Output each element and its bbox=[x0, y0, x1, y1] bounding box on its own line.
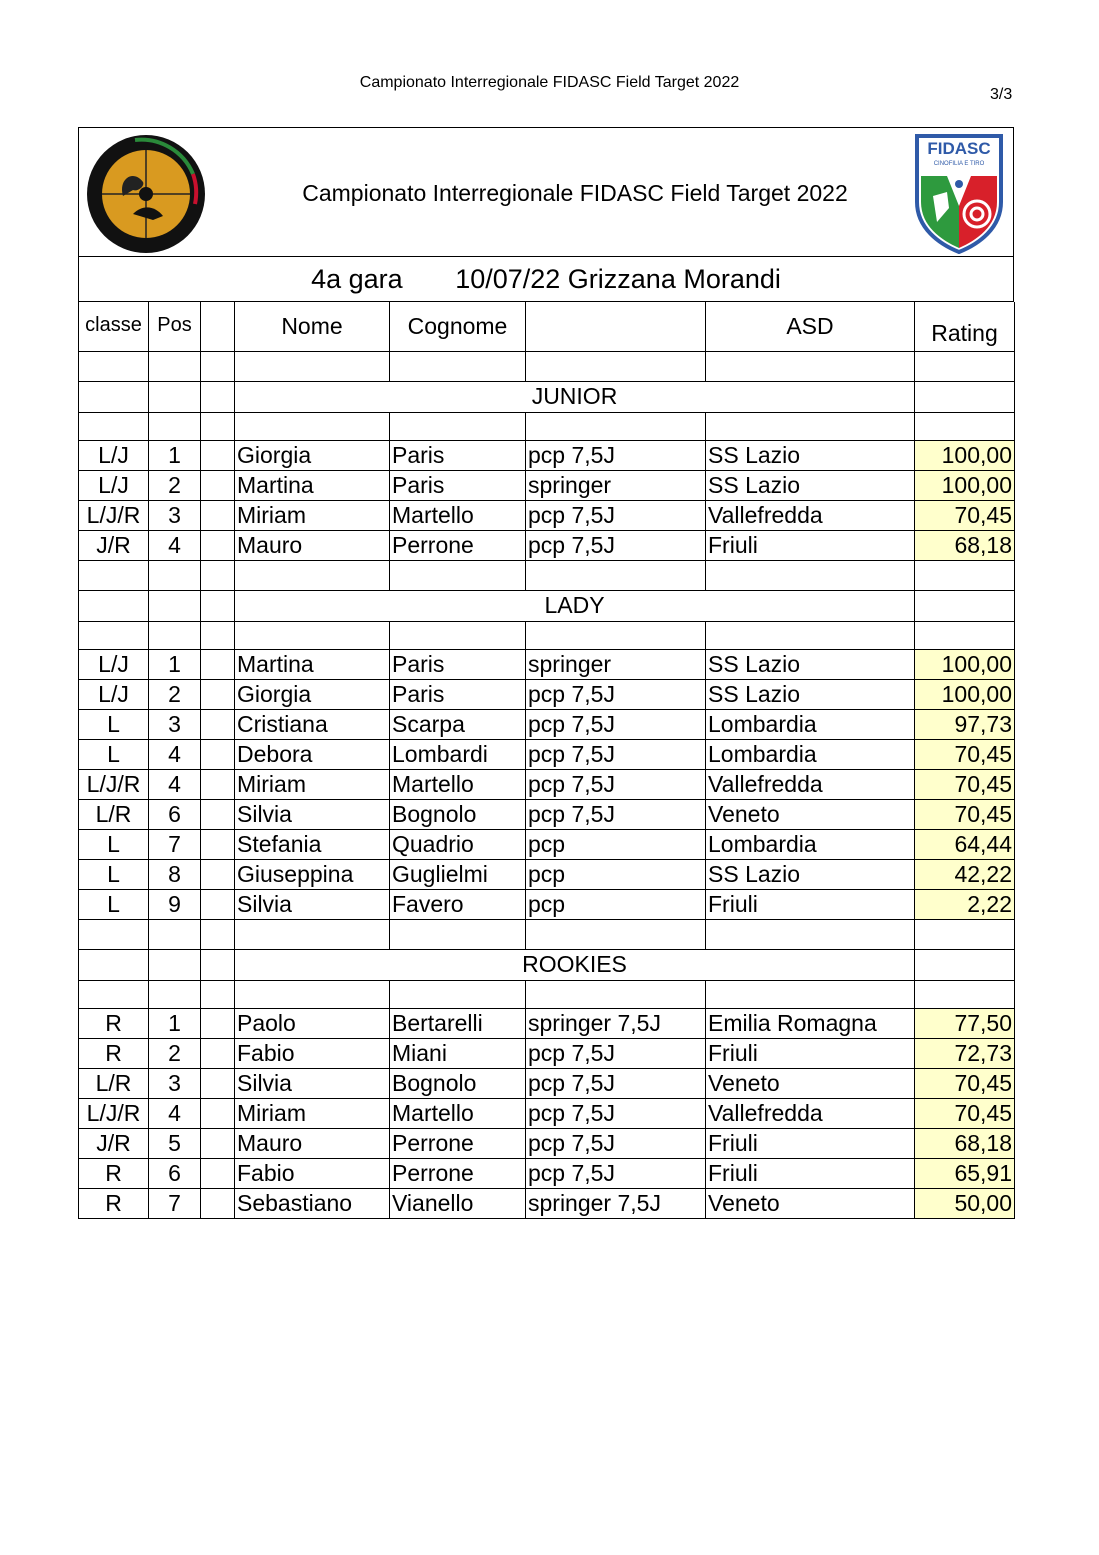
empty-cell bbox=[201, 1158, 235, 1188]
first-name-cell: Giorgia bbox=[235, 679, 390, 709]
empty-cell bbox=[149, 590, 201, 621]
empty-cell bbox=[235, 621, 390, 649]
position-cell: 1 bbox=[149, 440, 201, 470]
empty-cell bbox=[79, 980, 149, 1008]
spacer-row bbox=[79, 351, 1015, 381]
spacer-row bbox=[79, 980, 1015, 1008]
weapon-cell: pcp 7,5J bbox=[526, 799, 706, 829]
classe-cell: L/R bbox=[79, 799, 149, 829]
club-cell: Veneto bbox=[706, 1188, 915, 1218]
classe-cell: L/J/R bbox=[79, 1098, 149, 1128]
weapon-cell: pcp 7,5J bbox=[526, 1098, 706, 1128]
section-row-junior bbox=[79, 381, 1015, 412]
empty-cell bbox=[201, 1188, 235, 1218]
empty-cell bbox=[149, 381, 201, 412]
weapon-cell: pcp 7,5J bbox=[526, 709, 706, 739]
result-row bbox=[79, 799, 1015, 829]
rating-cell: 100,00 bbox=[915, 470, 1015, 500]
classe-cell: L/J/R bbox=[79, 500, 149, 530]
classe-cell: L/J/R bbox=[79, 769, 149, 799]
club-cell: Lombardia bbox=[706, 829, 915, 859]
results-table bbox=[78, 302, 1015, 1219]
empty-cell bbox=[526, 412, 706, 440]
classe-cell: J/R bbox=[79, 530, 149, 560]
page-title: Campionato Interregionale FIDASC Field Target 2022 bbox=[302, 180, 848, 206]
empty-cell bbox=[201, 470, 235, 500]
col-arma bbox=[526, 302, 706, 351]
empty-cell bbox=[201, 739, 235, 769]
club-cell: SS Lazio bbox=[706, 649, 915, 679]
spacer-row bbox=[79, 621, 1015, 649]
empty-cell bbox=[149, 919, 201, 949]
position-cell: 4 bbox=[149, 530, 201, 560]
page-header: Campionato Interregionale FIDASC Field Target 2022 bbox=[359, 74, 740, 91]
empty-cell bbox=[201, 500, 235, 530]
classe-cell: L/J bbox=[79, 440, 149, 470]
empty-cell bbox=[79, 560, 149, 590]
empty-cell bbox=[390, 351, 526, 381]
empty-cell bbox=[201, 799, 235, 829]
club-cell: Vallefredda bbox=[706, 769, 915, 799]
empty-cell bbox=[390, 621, 526, 649]
empty-cell bbox=[390, 560, 526, 590]
result-row bbox=[79, 739, 1015, 769]
empty-cell bbox=[201, 949, 235, 980]
rating-cell: 70,45 bbox=[915, 1068, 1015, 1098]
weapon-cell: pcp bbox=[526, 859, 706, 889]
empty-cell bbox=[201, 709, 235, 739]
first-name-cell: Fabio bbox=[235, 1038, 390, 1068]
weapon-cell: springer 7,5J bbox=[526, 1008, 706, 1038]
club-cell: SS Lazio bbox=[706, 679, 915, 709]
empty-cell bbox=[235, 351, 390, 381]
empty-cell bbox=[149, 949, 201, 980]
empty-cell bbox=[201, 412, 235, 440]
empty-cell bbox=[706, 980, 915, 1008]
result-row bbox=[79, 440, 1015, 470]
empty-cell bbox=[201, 440, 235, 470]
position-cell: 3 bbox=[149, 1068, 201, 1098]
club-cell: Vallefredda bbox=[706, 500, 915, 530]
classe-cell: J/R bbox=[79, 1128, 149, 1158]
results-sheet bbox=[78, 127, 1014, 1219]
first-name-cell: Stefania bbox=[235, 829, 390, 859]
weapon-cell: springer bbox=[526, 470, 706, 500]
col-asd: ASD bbox=[706, 302, 915, 351]
empty-cell bbox=[915, 919, 1015, 949]
empty-cell bbox=[235, 412, 390, 440]
position-cell: 6 bbox=[149, 1158, 201, 1188]
weapon-cell: pcp 7,5J bbox=[526, 530, 706, 560]
empty-cell bbox=[390, 412, 526, 440]
header-row bbox=[79, 302, 1015, 351]
weapon-cell: pcp 7,5J bbox=[526, 679, 706, 709]
classe-cell: L bbox=[79, 829, 149, 859]
col-empty bbox=[201, 302, 235, 351]
rating-cell: 100,00 bbox=[915, 649, 1015, 679]
spacer-row bbox=[79, 919, 1015, 949]
club-cell: SS Lazio bbox=[706, 859, 915, 889]
position-cell: 5 bbox=[149, 1128, 201, 1158]
empty-cell bbox=[201, 621, 235, 649]
position-cell: 2 bbox=[149, 1038, 201, 1068]
weapon-cell: pcp 7,5J bbox=[526, 769, 706, 799]
last-name-cell: Guglielmi bbox=[390, 859, 526, 889]
first-name-cell: Silvia bbox=[235, 889, 390, 919]
empty-cell bbox=[79, 412, 149, 440]
empty-cell bbox=[201, 679, 235, 709]
empty-cell bbox=[79, 949, 149, 980]
result-row bbox=[79, 1068, 1015, 1098]
position-cell: 8 bbox=[149, 859, 201, 889]
empty-cell bbox=[526, 980, 706, 1008]
rating-cell: 70,45 bbox=[915, 1098, 1015, 1128]
field-target-emilia-romagna-logo bbox=[83, 134, 209, 254]
result-row bbox=[79, 1188, 1015, 1218]
empty-cell bbox=[79, 590, 149, 621]
section-title-rookies: ROOKIES bbox=[235, 949, 915, 980]
empty-cell bbox=[149, 980, 201, 1008]
result-row bbox=[79, 829, 1015, 859]
position-cell: 1 bbox=[149, 1008, 201, 1038]
last-name-cell: Paris bbox=[390, 470, 526, 500]
last-name-cell: Miani bbox=[390, 1038, 526, 1068]
classe-cell: L/R bbox=[79, 1068, 149, 1098]
position-cell: 1 bbox=[149, 649, 201, 679]
first-name-cell: Fabio bbox=[235, 1158, 390, 1188]
result-row bbox=[79, 889, 1015, 919]
rating-cell: 50,00 bbox=[915, 1188, 1015, 1218]
last-name-cell: Martello bbox=[390, 769, 526, 799]
empty-cell bbox=[201, 560, 235, 590]
spacer-row bbox=[79, 560, 1015, 590]
empty-cell bbox=[235, 919, 390, 949]
classe-cell: R bbox=[79, 1188, 149, 1218]
empty-cell bbox=[201, 1098, 235, 1128]
weapon-cell: pcp bbox=[526, 889, 706, 919]
first-name-cell: Cristiana bbox=[235, 709, 390, 739]
first-name-cell: Mauro bbox=[235, 530, 390, 560]
weapon-cell: pcp 7,5J bbox=[526, 500, 706, 530]
empty-cell bbox=[526, 919, 706, 949]
first-name-cell: Miriam bbox=[235, 1098, 390, 1128]
empty-cell bbox=[706, 560, 915, 590]
empty-cell bbox=[201, 381, 235, 412]
empty-cell bbox=[201, 889, 235, 919]
weapon-cell: pcp 7,5J bbox=[526, 440, 706, 470]
spacer-row bbox=[79, 412, 1015, 440]
section-row-rookies bbox=[79, 949, 1015, 980]
weapon-cell: pcp bbox=[526, 829, 706, 859]
last-name-cell: Paris bbox=[390, 649, 526, 679]
weapon-cell: pcp 7,5J bbox=[526, 1128, 706, 1158]
result-row bbox=[79, 649, 1015, 679]
rating-cell: 68,18 bbox=[915, 1128, 1015, 1158]
col-pos: Pos bbox=[149, 302, 201, 351]
last-name-cell: Perrone bbox=[390, 1158, 526, 1188]
weapon-cell: springer bbox=[526, 649, 706, 679]
classe-cell: R bbox=[79, 1158, 149, 1188]
svg-text:FIDASC: FIDASC bbox=[927, 139, 991, 158]
fidasc-logo bbox=[913, 132, 1005, 254]
empty-cell bbox=[201, 1128, 235, 1158]
classe-cell: L bbox=[79, 709, 149, 739]
col-cognome: Cognome bbox=[390, 302, 526, 351]
last-name-cell: Quadrio bbox=[390, 829, 526, 859]
section-title-lady: LADY bbox=[235, 590, 915, 621]
first-name-cell: Martina bbox=[235, 649, 390, 679]
col-classe: classe bbox=[79, 302, 149, 351]
empty-cell bbox=[201, 649, 235, 679]
last-name-cell: Vianello bbox=[390, 1188, 526, 1218]
last-name-cell: Paris bbox=[390, 440, 526, 470]
empty-cell bbox=[201, 351, 235, 381]
first-name-cell: Mauro bbox=[235, 1128, 390, 1158]
classe-cell: R bbox=[79, 1038, 149, 1068]
col-rating: Rating bbox=[915, 302, 1015, 351]
position-cell: 2 bbox=[149, 679, 201, 709]
rating-cell: 100,00 bbox=[915, 679, 1015, 709]
empty-cell bbox=[201, 829, 235, 859]
weapon-cell: pcp 7,5J bbox=[526, 1038, 706, 1068]
empty-cell bbox=[390, 919, 526, 949]
classe-cell: L bbox=[79, 889, 149, 919]
weapon-cell: pcp 7,5J bbox=[526, 739, 706, 769]
club-cell: Friuli bbox=[706, 1158, 915, 1188]
result-row bbox=[79, 1038, 1015, 1068]
rating-cell: 64,44 bbox=[915, 829, 1015, 859]
empty-cell bbox=[915, 351, 1015, 381]
first-name-cell: Silvia bbox=[235, 799, 390, 829]
col-nome: Nome bbox=[235, 302, 390, 351]
result-row bbox=[79, 679, 1015, 709]
empty-cell bbox=[201, 1038, 235, 1068]
empty-cell bbox=[79, 351, 149, 381]
empty-cell bbox=[79, 381, 149, 412]
last-name-cell: Perrone bbox=[390, 530, 526, 560]
position-cell: 3 bbox=[149, 500, 201, 530]
page-number: 3/3 bbox=[990, 86, 1013, 103]
club-cell: Emilia Romagna bbox=[706, 1008, 915, 1038]
rating-cell: 70,45 bbox=[915, 739, 1015, 769]
rating-cell: 2,22 bbox=[915, 889, 1015, 919]
empty-cell bbox=[915, 412, 1015, 440]
empty-cell bbox=[201, 919, 235, 949]
empty-cell bbox=[201, 980, 235, 1008]
result-row bbox=[79, 769, 1015, 799]
last-name-cell: Paris bbox=[390, 679, 526, 709]
rating-cell: 70,45 bbox=[915, 500, 1015, 530]
first-name-cell: Debora bbox=[235, 739, 390, 769]
empty-cell bbox=[79, 621, 149, 649]
empty-cell bbox=[149, 351, 201, 381]
last-name-cell: Perrone bbox=[390, 1128, 526, 1158]
weapon-cell: springer 7,5J bbox=[526, 1188, 706, 1218]
position-cell: 7 bbox=[149, 1188, 201, 1218]
result-row bbox=[79, 500, 1015, 530]
empty-cell bbox=[706, 919, 915, 949]
empty-cell bbox=[526, 621, 706, 649]
empty-cell bbox=[526, 351, 706, 381]
empty-cell bbox=[235, 560, 390, 590]
empty-cell bbox=[149, 560, 201, 590]
first-name-cell: Giorgia bbox=[235, 440, 390, 470]
position-cell: 3 bbox=[149, 709, 201, 739]
result-row bbox=[79, 530, 1015, 560]
empty-cell bbox=[79, 919, 149, 949]
empty-cell bbox=[201, 769, 235, 799]
title-box bbox=[78, 127, 1014, 257]
club-cell: Friuli bbox=[706, 1128, 915, 1158]
position-cell: 2 bbox=[149, 470, 201, 500]
empty-cell bbox=[706, 412, 915, 440]
result-row bbox=[79, 859, 1015, 889]
first-name-cell: Paolo bbox=[235, 1008, 390, 1038]
position-cell: 4 bbox=[149, 739, 201, 769]
rating-cell: 42,22 bbox=[915, 859, 1015, 889]
empty-cell bbox=[915, 381, 1015, 412]
club-cell: Veneto bbox=[706, 1068, 915, 1098]
rating-cell: 97,73 bbox=[915, 709, 1015, 739]
club-cell: Friuli bbox=[706, 1038, 915, 1068]
result-row bbox=[79, 1128, 1015, 1158]
last-name-cell: Bognolo bbox=[390, 1068, 526, 1098]
empty-cell bbox=[201, 1008, 235, 1038]
result-row bbox=[79, 1158, 1015, 1188]
classe-cell: L/J bbox=[79, 679, 149, 709]
club-cell: Friuli bbox=[706, 530, 915, 560]
first-name-cell: Miriam bbox=[235, 769, 390, 799]
svg-text:CINOFILIA E TIRO: CINOFILIA E TIRO bbox=[933, 161, 985, 167]
empty-cell bbox=[526, 560, 706, 590]
section-title-junior: JUNIOR bbox=[235, 381, 915, 412]
section-row-lady bbox=[79, 590, 1015, 621]
rating-cell: 65,91 bbox=[915, 1158, 1015, 1188]
club-cell: SS Lazio bbox=[706, 440, 915, 470]
last-name-cell: Favero bbox=[390, 889, 526, 919]
empty-cell bbox=[201, 1068, 235, 1098]
empty-cell bbox=[201, 590, 235, 621]
empty-cell bbox=[915, 949, 1015, 980]
position-cell: 7 bbox=[149, 829, 201, 859]
club-cell: Lombardia bbox=[706, 739, 915, 769]
empty-cell bbox=[201, 859, 235, 889]
empty-cell bbox=[235, 980, 390, 1008]
classe-cell: L bbox=[79, 859, 149, 889]
empty-cell bbox=[915, 590, 1015, 621]
position-cell: 4 bbox=[149, 1098, 201, 1128]
rating-cell: 70,45 bbox=[915, 799, 1015, 829]
rating-cell: 72,73 bbox=[915, 1038, 1015, 1068]
last-name-cell: Lombardi bbox=[390, 739, 526, 769]
first-name-cell: Martina bbox=[235, 470, 390, 500]
empty-cell bbox=[706, 621, 915, 649]
result-row bbox=[79, 470, 1015, 500]
weapon-cell: pcp 7,5J bbox=[526, 1158, 706, 1188]
club-cell: SS Lazio bbox=[706, 470, 915, 500]
race-info: 4a gara 10/07/22 Grizzana Morandi bbox=[78, 257, 1014, 302]
first-name-cell: Silvia bbox=[235, 1068, 390, 1098]
result-row bbox=[79, 1098, 1015, 1128]
position-cell: 6 bbox=[149, 799, 201, 829]
empty-cell bbox=[706, 351, 915, 381]
club-cell: Vallefredda bbox=[706, 1098, 915, 1128]
last-name-cell: Bertarelli bbox=[390, 1008, 526, 1038]
club-cell: Veneto bbox=[706, 799, 915, 829]
last-name-cell: Martello bbox=[390, 500, 526, 530]
last-name-cell: Martello bbox=[390, 1098, 526, 1128]
rating-cell: 77,50 bbox=[915, 1008, 1015, 1038]
classe-cell: L/J bbox=[79, 649, 149, 679]
classe-cell: L bbox=[79, 739, 149, 769]
club-cell: Friuli bbox=[706, 889, 915, 919]
club-cell: Lombardia bbox=[706, 709, 915, 739]
classe-cell: R bbox=[79, 1008, 149, 1038]
first-name-cell: Miriam bbox=[235, 500, 390, 530]
empty-cell bbox=[390, 980, 526, 1008]
empty-cell bbox=[915, 560, 1015, 590]
rating-cell: 68,18 bbox=[915, 530, 1015, 560]
last-name-cell: Scarpa bbox=[390, 709, 526, 739]
empty-cell bbox=[915, 621, 1015, 649]
empty-cell bbox=[915, 980, 1015, 1008]
position-cell: 4 bbox=[149, 769, 201, 799]
position-cell: 9 bbox=[149, 889, 201, 919]
result-row bbox=[79, 709, 1015, 739]
result-row bbox=[79, 1008, 1015, 1038]
weapon-cell: pcp 7,5J bbox=[526, 1068, 706, 1098]
empty-cell bbox=[201, 530, 235, 560]
classe-cell: L/J bbox=[79, 470, 149, 500]
rating-cell: 100,00 bbox=[915, 440, 1015, 470]
last-name-cell: Bognolo bbox=[390, 799, 526, 829]
results-body bbox=[79, 351, 1015, 1218]
empty-cell bbox=[149, 412, 201, 440]
rating-cell: 70,45 bbox=[915, 769, 1015, 799]
empty-cell bbox=[149, 621, 201, 649]
first-name-cell: Sebastiano bbox=[235, 1188, 390, 1218]
first-name-cell: Giuseppina bbox=[235, 859, 390, 889]
